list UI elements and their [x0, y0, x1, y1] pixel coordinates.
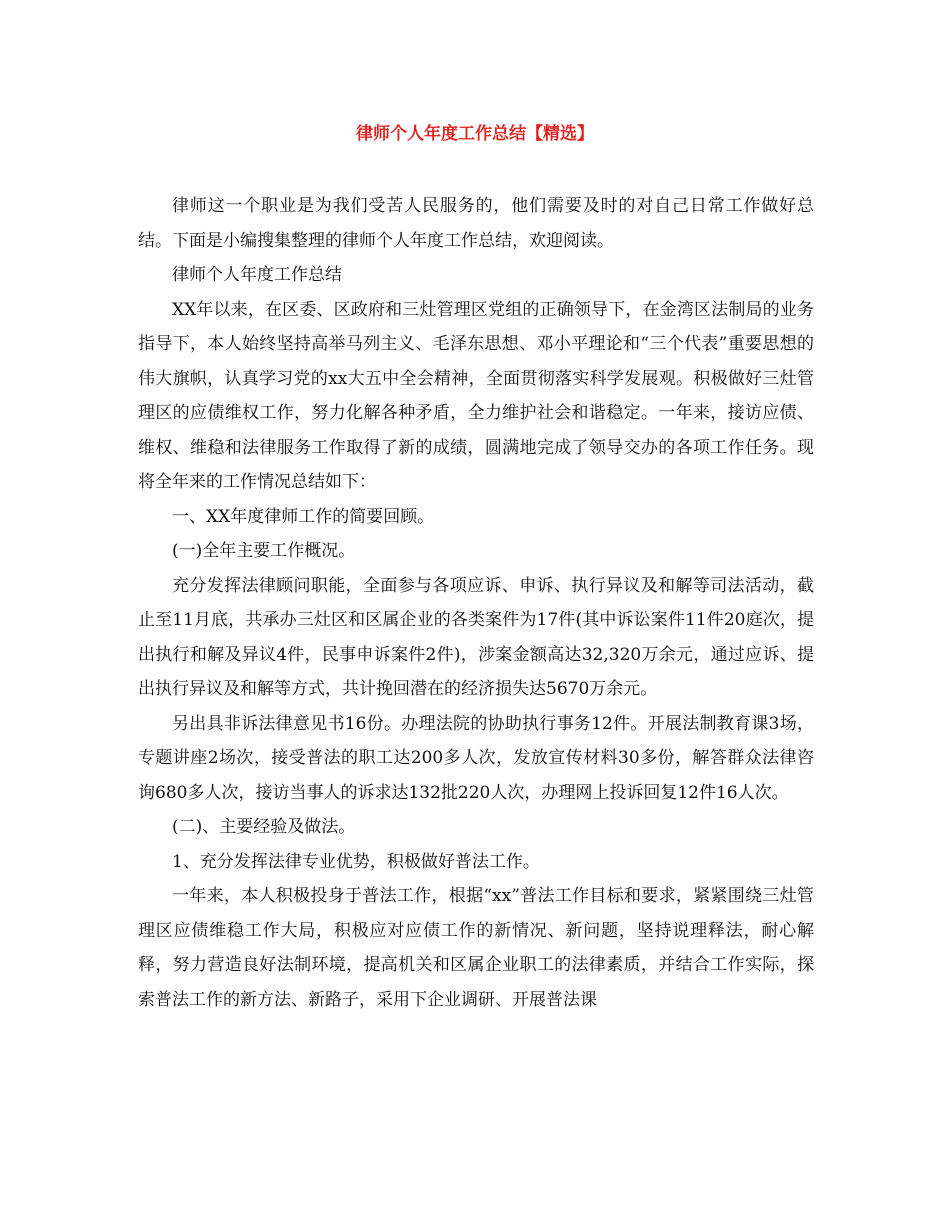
paragraph-overview: XX年以来，在区委、区政府和三灶管理区党组的正确领导下，在金湾区法制局的业务指导下，本人始终坚持高举马列主义、毛泽东思想、邓小平理论和“三个代表”重要思想的伟大旗帜，认真学习党的xx大五中全会精神，全面贯彻落实科学发展观。积极做好三灶管理区的应债维权工作，努力化解各种矛盾，全力维护社会和谐稳定。一年来，接访应债、维权、维稳和法律服务工作取得了新的成绩，圆满地完成了领导交办的各项工作任务。现将全年来的工作情况总结如下：	[138, 299, 814, 492]
paragraph-intro: 律师这一个职业是为我们受苦人民服务的，他们需要及时的对自己日常工作做好总结。下面是小编搜集整理的律师个人年度工作总结，欢迎阅读。	[138, 196, 814, 251]
subsection-heading-summary: (一)全年主要工作概况。	[172, 541, 356, 561]
paragraph-services: 另出具非诉法律意见书16份。办理法院的协助执行事务12件。开展法制教育课3场，专题讲座2场次，接受普法的职工达200多人次，发放宣传材料30多份，解答群众法律咨询680多人次，接访当事人的诉求达132批220人次，办理网上投诉回复12件16人次。	[138, 713, 814, 803]
paragraph-cases: 充分发挥法律顾问职能，全面参与各项应诉、申诉、执行异议及和解等司法活动，截止至11月底，共承办三灶区和区属企业的各类案件为17件(其中诉讼案件11件20庭次，提出执行和解及异议4件，民事申诉案件2件)，涉案金额高达32,320万余元，通过应诉、提出执行异议及和解等方式，共计挽回潜在的经济损失达5670万余元。	[138, 575, 814, 699]
section-heading-review: 一、XX年度律师工作的简要回顾。	[172, 506, 435, 527]
document-body	[138, 189, 814, 1017]
subsection-heading-experience: (二)、主要经验及做法。	[172, 817, 356, 837]
paragraph-legal-education: 一年来，本人积极投身于普法工作，根据“xx”普法工作目标和要求，紧紧围绕三灶管理区应债维稳工作大局，积极应对应债工作的新情况、新问题，坚持说理释法，耐心解释，努力营造良好法制环境，提高机关和区属企业职工的法律素质，并结合工作实际，探索普法工作的新方法、新路子，采用下企业调研、开展普法课	[138, 886, 814, 1010]
document-title: 律师个人年度工作总结【精选】	[356, 124, 594, 144]
paragraph-heading: 律师个人年度工作总结	[172, 265, 342, 285]
item-heading-legal-education: 1、充分发挥法律专业优势，积极做好普法工作。	[172, 851, 540, 872]
